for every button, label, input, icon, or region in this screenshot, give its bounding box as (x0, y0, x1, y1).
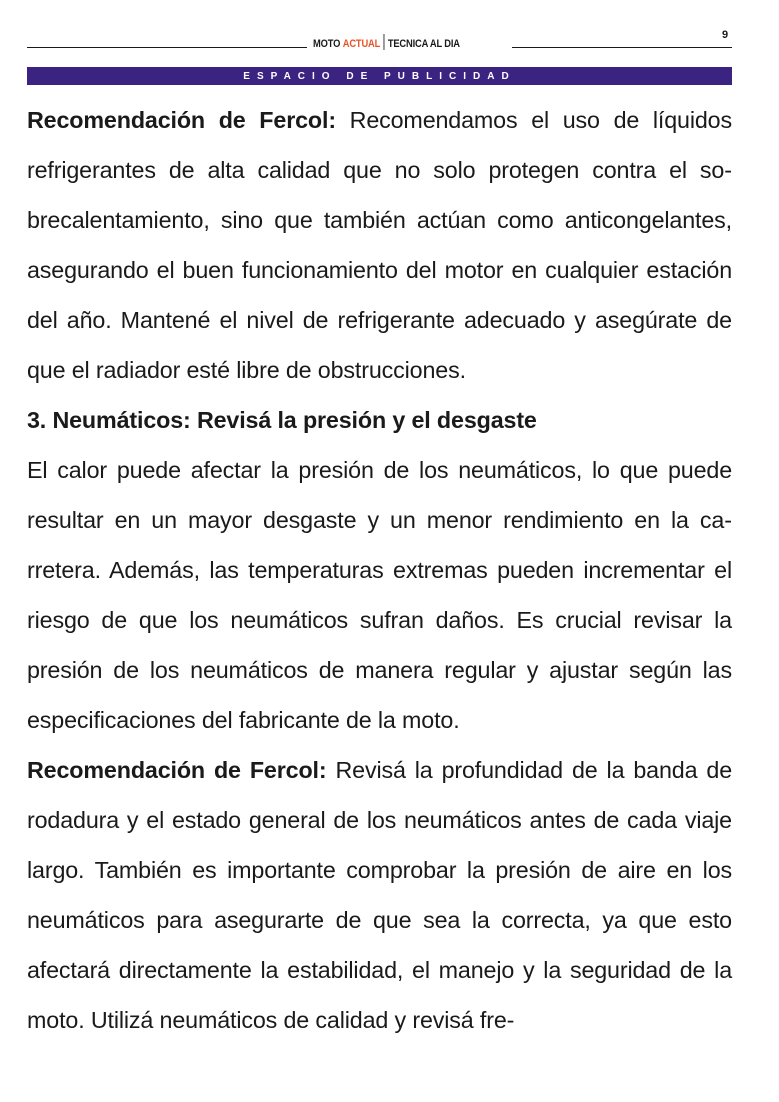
paragraph-recommendation-tires (27, 745, 732, 1045)
recommendation-label: Recomendación de Fercol: (27, 757, 327, 783)
paragraph-text: Revisá la profundidad de la banda de rodadura y el estado general de los neumáticos antes de cada viaje largo. También es importante comprobar la presión de aire en los neumáticos para asegurarte de que sea la correcta, ya que esto afectará directamente la estabilidad, el manejo y la seguridad de la moto. Utilizá neumáticos de calidad y revisá fre- (27, 757, 733, 1033)
page-header (0, 0, 779, 60)
section-heading-tires: 3. Neumáticos: Revisá la presión y el desgaste (27, 407, 537, 433)
masthead-section: TECNICA AL DIA (387, 38, 460, 50)
paragraph-text: Recomendamos el uso de líquidos refrigerantes de alta calidad que no solo protegen contra el sobrecalentamiento, sino que también actúan como anticongelantes, asegurando el buen funcionamiento del motor en cualquier estación del año. Mantené el nivel de refrigerante adecuado y asegúrate de que el radiador esté libre de obstrucciones. (27, 107, 732, 383)
page-number: 9 (722, 29, 729, 41)
masthead-moto: MOTO (313, 38, 341, 50)
header-rule-left (27, 47, 307, 48)
masthead-actual: ACTUAL (342, 38, 381, 50)
ad-band: ESPACIO DE PUBLICIDAD (27, 67, 732, 85)
masthead (313, 34, 460, 50)
header-rule-right (512, 47, 732, 48)
paragraph-tires: El calor puede afectar la presión de los neumáticos, lo que puede resultar en un mayor desgaste y un menor rendimiento en la carretera. Además, las temperaturas extremas pueden incrementar el riesgo de que los neumáticos sufran daños. Es crucial revisar la presión de los neumáticos de manera regular y ajustar según las especificaciones del fabricante de la moto. (27, 457, 732, 733)
article-body (27, 95, 732, 1045)
masthead-separator (384, 34, 385, 50)
recommendation-label: Recomendación de Fercol: (27, 107, 336, 133)
paragraph-recommendation-coolant (27, 95, 732, 395)
